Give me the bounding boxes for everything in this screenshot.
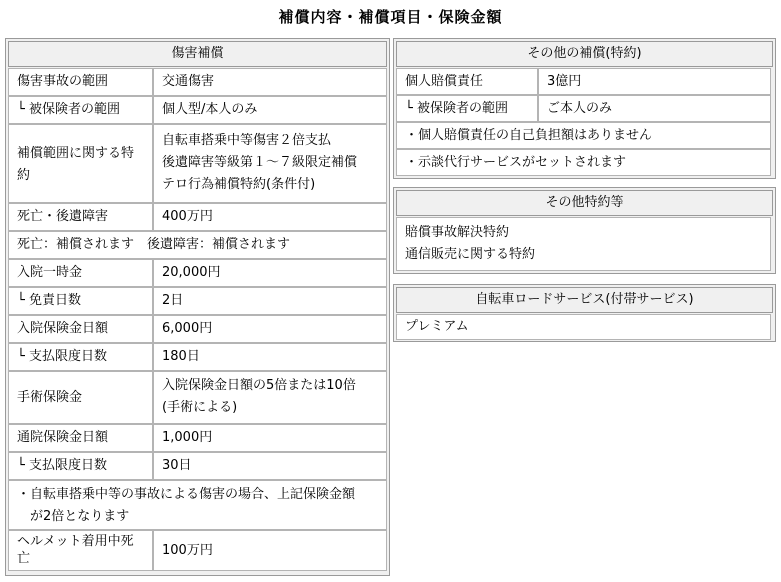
other-riders-panel bbox=[393, 187, 776, 274]
row-value-hospital-daily: 6,000円 bbox=[153, 315, 387, 343]
row-value-surgery bbox=[153, 371, 387, 424]
row-value-personal-liability: 3億円 bbox=[538, 68, 771, 95]
rider-line-3: テロ行為補償特約(条件付) bbox=[162, 177, 316, 192]
row-label-exemption-days: └ 免責日数 bbox=[8, 287, 153, 315]
row-value-accident-scope: 交通傷害 bbox=[153, 68, 387, 96]
rider-line-2: 後遺障害等級第１～７級限定補償 bbox=[162, 155, 358, 170]
rider-item-mail-order: 通信販売に関する特約 bbox=[405, 247, 536, 262]
coverage-riders-label-text: 補償範囲に関する特約 bbox=[17, 146, 135, 183]
row-label-coverage-riders bbox=[8, 124, 153, 203]
row-value-coverage-riders bbox=[153, 124, 387, 203]
row-label-liability-insured-scope: └ 被保険者の範囲 bbox=[396, 95, 538, 122]
row-value-insured-scope: 個人型/本人のみ bbox=[153, 96, 387, 124]
other-riders-list bbox=[396, 217, 771, 271]
road-service-header: 自転車ロードサービス(付帯サービス) bbox=[396, 287, 773, 313]
row-value-outpatient-daily: 1,000円 bbox=[153, 424, 387, 452]
rider-item-compensation-settlement: 賠償事故解決特約 bbox=[405, 225, 510, 240]
row-value-hospital-lump: 20,000円 bbox=[153, 259, 387, 287]
row-value-hospital-limit-days: 180日 bbox=[153, 343, 387, 371]
injury-coverage-panel bbox=[5, 38, 390, 576]
other-coverage-panel bbox=[393, 38, 776, 179]
injury-coverage-header: 傷害補償 bbox=[8, 41, 387, 67]
row-value-liability-insured-scope: ご本人のみ bbox=[538, 95, 771, 122]
page-title: 補償内容・補償項目・保険金額 bbox=[278, 8, 503, 26]
row-bicycle-double-note bbox=[8, 480, 387, 530]
road-service-value: プレミアム bbox=[396, 314, 771, 340]
surgery-line-1: 入院保険金日額の5倍または10倍 bbox=[162, 378, 356, 393]
row-label-outpatient-limit-days: └ 支払限度日数 bbox=[8, 452, 153, 480]
bicycle-note-line-2: が2倍となります bbox=[17, 509, 130, 524]
row-label-hospital-lump: 入院一時金 bbox=[8, 259, 153, 287]
row-label-personal-liability: 個人賠償責任 bbox=[396, 68, 538, 95]
helmet-label-line-1: ヘルメット着用中死 bbox=[17, 534, 134, 549]
row-label-hospital-daily: 入院保険金日額 bbox=[8, 315, 153, 343]
row-value-helmet-death: 100万円 bbox=[153, 530, 387, 571]
note-no-deductible: ・個人賠償責任の自己負担額はありません bbox=[396, 122, 771, 149]
row-label-accident-scope: 傷害事故の範囲 bbox=[8, 68, 153, 96]
row-value-exemption-days: 2日 bbox=[153, 287, 387, 315]
rider-line-1: 自転車搭乗中等傷害２倍支払 bbox=[162, 133, 332, 148]
note-settlement-service: ・示談代行サービスがセットされます bbox=[396, 149, 771, 176]
row-value-outpatient-limit-days: 30日 bbox=[153, 452, 387, 480]
row-label-death-disability: 死亡・後遺障害 bbox=[8, 203, 153, 231]
surgery-line-2: (手術による) bbox=[162, 400, 238, 415]
row-label-outpatient-daily: 通院保険金日額 bbox=[8, 424, 153, 452]
other-coverage-header: その他の補償(特約) bbox=[396, 41, 773, 67]
helmet-label-line-2: 亡 bbox=[17, 551, 31, 566]
other-riders-header: その他特約等 bbox=[396, 190, 773, 216]
row-label-helmet-death bbox=[8, 530, 153, 571]
bicycle-note-line-1: ・自転車搭乗中等の事故による傷害の場合、上記保険金額 bbox=[17, 487, 356, 502]
row-value-death-disability: 400万円 bbox=[153, 203, 387, 231]
road-service-panel bbox=[393, 284, 776, 342]
row-label-surgery: 手術保険金 bbox=[8, 371, 153, 424]
row-death-disability-note: 死亡：補償されます 後遺障害：補償されます bbox=[8, 231, 387, 259]
row-label-hospital-limit-days: └ 支払限度日数 bbox=[8, 343, 153, 371]
row-label-insured-scope: └ 被保険者の範囲 bbox=[8, 96, 153, 124]
